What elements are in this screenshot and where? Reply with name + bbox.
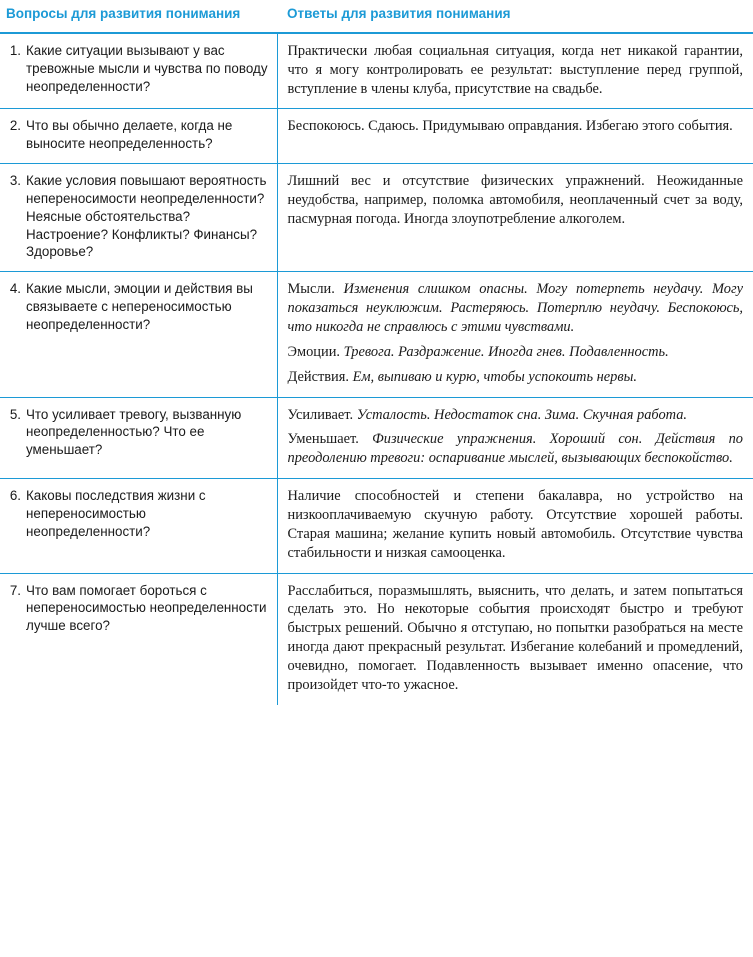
question-cell xyxy=(0,109,277,164)
table-row xyxy=(0,479,753,573)
question-text: Что вам помогает бороться с непереносимостью неопределенности лучше всего? xyxy=(26,582,267,634)
answer-cell xyxy=(277,479,753,573)
table-header xyxy=(0,0,753,33)
table-header-row xyxy=(0,0,753,33)
question-number: 1. xyxy=(9,42,21,58)
question-text: Какие условия повышают вероятность непереносимости неопределенности? Неясные обстоятельства? Настроение? Конфликты? Финансы? Здоровье? xyxy=(26,173,267,260)
answer-paragraph xyxy=(288,430,744,468)
answer-paragraph xyxy=(288,406,744,425)
question-cell xyxy=(0,479,277,573)
answer-paragraph xyxy=(288,487,744,562)
column-header-answers: Ответы для развития понимания xyxy=(277,0,753,33)
question-cell xyxy=(0,397,277,479)
question-cell xyxy=(0,573,277,705)
answer-paragraph xyxy=(288,368,744,387)
table-row xyxy=(0,573,753,705)
table-row xyxy=(0,164,753,272)
answer-paragraph xyxy=(288,280,744,337)
answer-text: Действия. xyxy=(287,368,353,385)
answer-text: Беспокоюсь. Сдаюсь. Придумываю оправдания. Избегаю этого события. xyxy=(287,118,733,135)
answer-paragraph xyxy=(288,343,744,362)
table-row xyxy=(0,109,753,164)
question-text: Какие мысли, эмоции и действия вы связываете с непереносимостью неопределенности? xyxy=(26,281,253,332)
answer-emphasis: Тревога. Раздражение. Иногда гнев. Подавленность. xyxy=(343,343,669,360)
answer-cell xyxy=(277,109,753,164)
answer-emphasis: Изменения слишком опасны. Могу потерпеть неудачу. Могу показаться неуклюжим. Растеряюсь. Потерплю неудачу. Беспокоюсь, что никогда не справлюсь с этими чувствами. xyxy=(287,281,743,335)
table-row xyxy=(0,397,753,479)
question-number: 3. xyxy=(9,173,21,189)
answer-emphasis: Ем, выпиваю и курю, чтобы успокоить нервы. xyxy=(352,368,637,385)
question-text: Что вы обычно делаете, когда не выносите неопределенность? xyxy=(26,118,233,152)
answer-emphasis: Усталость. Недостаток сна. Зима. Скучная работа. xyxy=(356,406,688,423)
answer-text: Усиливает. xyxy=(287,406,357,423)
table-row xyxy=(0,272,753,397)
column-header-questions: Вопросы для развития понимания xyxy=(0,0,277,33)
answer-cell xyxy=(277,397,753,479)
question-text: Какие ситуации вызывают у вас тревожные мысли и чувства по поводу неопределенности? xyxy=(26,42,268,94)
question-cell xyxy=(0,33,277,109)
answer-text: Расслабиться, поразмышлять, выяснить, что делать, и затем попытаться сделать это. Но некоторые события происходят быстро и требуют быстрых решений. Обычно я отступаю, но попытки разобраться на месте иногда дают прекрасный результат. Избегание колебаний и промедлений, очевидно, помогает. Подавленность вызывает именно опасение, что произойдет что-то ужасное. xyxy=(287,582,743,693)
answer-text: Мысли. xyxy=(287,281,344,298)
answer-cell xyxy=(277,272,753,397)
answer-text: Лишний вес и отсутствие физических упражнений. Неожиданные неудобства, например, поломка автомобиля, неоплаченный счет за воду, пасмурная погода. Иногда злоупотребление алкоголем. xyxy=(287,173,743,227)
question-number: 4. xyxy=(9,281,21,297)
answer-text: Практически любая социальная ситуация, когда нет никакой гарантии, что я могу контролировать ее результат: выступление перед группой, вступление в члены клуба, присутствие на свадьбе. xyxy=(287,42,743,97)
answer-text: Уменьшает. xyxy=(287,431,373,448)
question-number: 7. xyxy=(9,582,21,598)
answer-emphasis: Физические упражнения. Хороший сон. Действия по преодолению тревоги: оспаривание мыслей, вызывающих беспокойство. xyxy=(287,431,743,467)
answer-cell xyxy=(277,33,753,109)
answer-paragraph xyxy=(288,117,744,136)
question-number: 2. xyxy=(9,118,21,134)
answer-paragraph xyxy=(288,172,744,229)
table-body xyxy=(0,33,753,705)
question-number: 6. xyxy=(9,488,21,504)
answer-cell xyxy=(277,164,753,272)
answer-paragraph xyxy=(288,582,744,695)
question-number: 5. xyxy=(9,406,21,422)
answer-paragraph xyxy=(288,42,744,99)
answer-cell xyxy=(277,573,753,705)
question-text: Каковы последствия жизни с непереносимостью неопределенности? xyxy=(26,488,206,539)
question-cell xyxy=(0,164,277,272)
question-text: Что усиливает тревогу, вызванную неопределенностью? Что ее уменьшает? xyxy=(26,406,242,458)
answer-text: Наличие способностей и степени бакалавра, но устройство на низкооплачиваемую скучную работу. Отсутствие хорошей работы. Старая машина; желание купить новый автомобиль. Отсутствие чувства стабильности и низкая самооценка. xyxy=(287,488,743,561)
answer-text: Эмоции. xyxy=(287,343,344,360)
table-row xyxy=(0,33,753,109)
question-cell xyxy=(0,272,277,397)
